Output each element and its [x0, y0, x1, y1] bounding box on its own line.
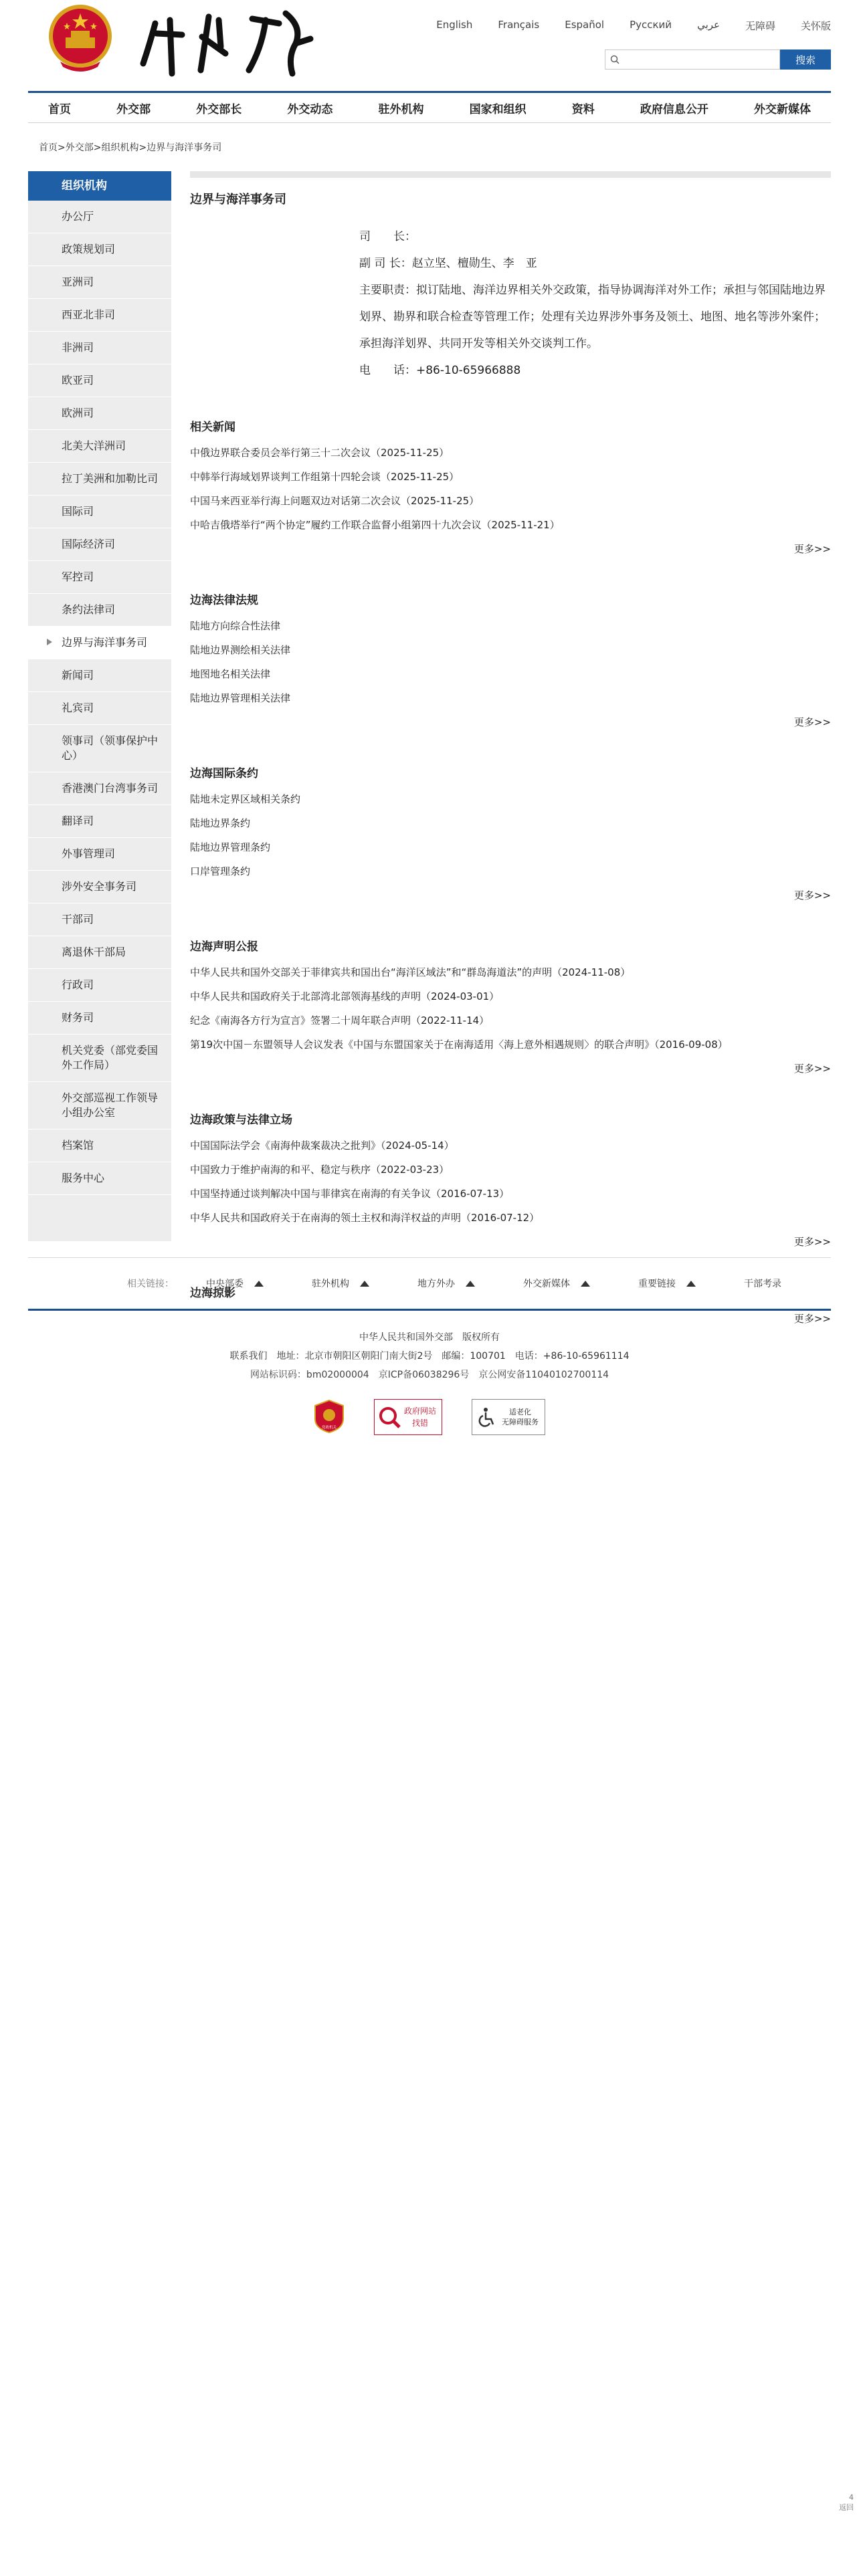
access-badge-line2: 无障碍服务	[502, 1418, 539, 1426]
content-section	[190, 591, 831, 734]
lang-english-link[interactable]: English	[436, 19, 473, 31]
related-link-label: 地方外办	[417, 1279, 455, 1289]
sidebar-item-label: 礼宾司	[62, 702, 94, 714]
sidebar-item-label: 领事司（领事保护中心）	[62, 734, 159, 762]
main-content	[190, 171, 831, 1331]
gov-site-report-badge[interactable]	[374, 1399, 442, 1435]
sidebar-item-label: 财务司	[62, 1011, 94, 1024]
sidebar-title: 组织机构	[28, 171, 171, 201]
copyright-text: 中华人民共和国外交部 版权所有	[359, 1332, 500, 1343]
accessibility-service-badge[interactable]	[472, 1399, 545, 1435]
main-nav	[28, 91, 831, 123]
related-link-label: 重要链接	[638, 1279, 676, 1289]
party-gov-badge[interactable]	[314, 1399, 345, 1434]
director-line: 司 长：	[359, 230, 416, 243]
triangle-up-icon	[466, 1281, 475, 1287]
related-link[interactable]	[312, 1277, 369, 1290]
page-header	[28, 0, 831, 91]
section-link[interactable]: 中俄边界联合委员会举行第三十二次会议（2025-11-25）	[190, 447, 450, 459]
sidebar-item[interactable]	[28, 1002, 171, 1035]
gov-badge-line1: 政府网站	[404, 1406, 437, 1416]
more-link[interactable]: 更多>>	[793, 1063, 831, 1075]
sidebar-item-label: 新闻司	[62, 669, 94, 681]
deputy-directors-line: 副 司 长：赵立坚、檀勋生、李 亚	[359, 257, 537, 270]
related-link[interactable]	[523, 1277, 590, 1290]
nav-home[interactable]: 首页	[48, 102, 71, 116]
section-link[interactable]: 口岸管理条约	[190, 865, 251, 877]
sidebar-item[interactable]	[28, 364, 171, 397]
sidebar-item-label: 军控司	[62, 570, 94, 583]
sidebar-item[interactable]	[28, 1082, 171, 1130]
section-list	[190, 787, 831, 883]
sidebar-item-label: 西亚北非司	[62, 308, 116, 321]
corner-note[interactable]: 4 返回	[839, 2493, 854, 2512]
triangle-up-icon	[686, 1281, 696, 1287]
sidebar-list	[28, 201, 171, 1195]
breadcrumb[interactable]: 首页>外交部>组织机构>边界与海洋事务司	[39, 142, 222, 153]
related-link[interactable]	[744, 1277, 781, 1290]
nav-minister[interactable]: 外交部长	[196, 102, 242, 116]
footer-badges	[28, 1399, 831, 1435]
sidebar-item-label: 欧洲司	[62, 407, 94, 419]
sidebar-item-label: 外事管理司	[62, 847, 116, 860]
active-arrow-icon	[47, 639, 52, 645]
office-title: 边界与海洋事务司	[190, 193, 286, 207]
sidebar-item[interactable]	[28, 627, 171, 659]
content-section	[190, 1110, 831, 1254]
related-link[interactable]	[417, 1277, 475, 1290]
sidebar-item[interactable]	[28, 528, 171, 561]
content-section	[190, 417, 831, 561]
sidebar-item[interactable]	[28, 772, 171, 805]
sidebar-item-label: 条约法律司	[62, 603, 116, 616]
more-link[interactable]: 更多>>	[793, 543, 831, 555]
section-list	[190, 441, 831, 537]
related-link[interactable]	[206, 1277, 264, 1290]
sidebar-item[interactable]	[28, 1130, 171, 1162]
section-list	[190, 960, 831, 1057]
sidebar-item[interactable]	[28, 332, 171, 364]
sidebar-item-label: 外交部巡视工作领导小组办公室	[62, 1091, 159, 1119]
nav-missions-abroad[interactable]: 驻外机构	[378, 102, 424, 116]
section-title: 边海国际条约	[190, 767, 258, 780]
sidebar-item[interactable]	[28, 1162, 171, 1195]
accessibility-link[interactable]: 无障碍	[745, 20, 775, 32]
section-link[interactable]: 中韩举行海域划界谈判工作组第十四轮会谈（2025-11-25）	[190, 471, 460, 483]
content-section	[190, 764, 831, 907]
ministry-logo-calligraphy	[135, 7, 316, 80]
section-title: 边海法律法规	[190, 594, 258, 607]
section-link[interactable]: 中华人民共和国外交部关于菲律宾共和国出台“海洋区域法”和“群岛海道法”的声明（2024-11-08）	[190, 966, 631, 978]
section-link[interactable]: 陆地边界条约	[190, 817, 251, 829]
search-input[interactable]	[605, 49, 780, 70]
related-links-label: 相关链接：	[127, 1279, 174, 1289]
sidebar-item-label: 办公厅	[62, 210, 94, 223]
top-divider	[190, 171, 831, 178]
lang-spanish-link[interactable]: Español	[565, 19, 605, 31]
icp-text[interactable]: 京ICP备06038296号 京公网安备11040102700114	[378, 1370, 609, 1380]
triangle-up-icon	[581, 1281, 590, 1287]
sidebar-item-label: 档案馆	[62, 1139, 94, 1152]
section-link[interactable]: 陆地边界管理条约	[190, 841, 271, 853]
sidebar	[28, 171, 171, 1241]
sidebar-item-label: 机关党委（部党委国外工作局）	[62, 1044, 159, 1071]
more-link[interactable]: 更多>>	[793, 1313, 831, 1325]
nav-new-media[interactable]: 外交新媒体	[754, 102, 811, 116]
sidebar-item-label: 拉丁美洲和加勒比司	[62, 472, 159, 485]
sidebar-item-label: 涉外安全事务司	[62, 880, 137, 893]
site-id-text: 网站标识码：bm02000004	[250, 1370, 369, 1380]
section-link[interactable]: 陆地未定界区域相关条约	[190, 793, 301, 805]
access-badge-line1: 适老化	[509, 1408, 531, 1416]
nav-ministry[interactable]: 外交部	[116, 102, 151, 116]
sidebar-item-label: 亚洲司	[62, 276, 94, 288]
sidebar-item-label: 服务中心	[62, 1172, 105, 1184]
lang-arabic-link[interactable]: عربي	[697, 19, 720, 31]
more-link[interactable]: 更多>>	[793, 1236, 831, 1248]
section-link[interactable]: 中国致力于维护南海的和平、稳定与秩序（2022-03-23）	[190, 1164, 450, 1176]
related-link-label: 外交新媒体	[523, 1279, 570, 1289]
lang-russian-link[interactable]: Русский	[630, 19, 672, 31]
sidebar-item-label: 政策规划司	[62, 243, 116, 255]
nav-diplomatic-news[interactable]: 外交动态	[287, 102, 333, 116]
section-list	[190, 1134, 831, 1230]
nav-resources[interactable]: 资料	[571, 102, 595, 116]
content-section	[190, 937, 831, 1081]
sidebar-item[interactable]	[28, 299, 171, 332]
sidebar-item[interactable]	[28, 594, 171, 627]
elderly-mode-link[interactable]: 关怀版	[800, 20, 831, 32]
section-title: 相关新闻	[190, 421, 235, 434]
section-list	[190, 614, 831, 710]
sidebar-item[interactable]	[28, 936, 171, 969]
sidebar-item[interactable]	[28, 463, 171, 496]
search-icon	[610, 55, 619, 64]
related-link-label: 中央部委	[206, 1279, 244, 1289]
section-link[interactable]: 陆地方向综合性法律	[190, 620, 281, 632]
sidebar-item-label: 非洲司	[62, 341, 94, 354]
wheelchair-icon	[476, 1406, 498, 1428]
gov-badge-line2: 找错	[412, 1418, 429, 1428]
sidebar-item[interactable]	[28, 969, 171, 1002]
sidebar-item[interactable]	[28, 233, 171, 266]
sidebar-item-label: 国际司	[62, 505, 94, 518]
section-title: 边海掠影	[190, 1287, 235, 1300]
section-link[interactable]: 陆地边界测绘相关法律	[190, 644, 291, 656]
sidebar-item-label: 边界与海洋事务司	[62, 636, 148, 649]
sidebar-item[interactable]	[28, 871, 171, 903]
sidebar-item-label: 北美大洋洲司	[62, 439, 126, 452]
sidebar-item[interactable]	[28, 496, 171, 528]
section-link[interactable]: 中华人民共和国政府关于在南海的领土主权和海洋权益的声明（2016-07-12）	[190, 1212, 540, 1224]
lang-french-link[interactable]: Français	[498, 19, 540, 31]
sidebar-item-label: 翻译司	[62, 815, 94, 827]
search-box	[605, 49, 831, 70]
sidebar-item[interactable]	[28, 397, 171, 430]
related-links-list	[206, 1277, 830, 1290]
section-link[interactable]: 陆地边界管理相关法律	[190, 692, 291, 704]
nav-countries-orgs[interactable]: 国家和组织	[469, 102, 527, 116]
section-link[interactable]: 中国国际法学会《南海仲裁案裁决之批判》（2024-05-14）	[190, 1140, 454, 1152]
sidebar-item[interactable]	[28, 561, 171, 594]
content-sections	[190, 417, 831, 1331]
section-title: 边海声明公报	[190, 940, 258, 954]
sidebar-item-label: 干部司	[62, 913, 94, 926]
sidebar-item[interactable]	[28, 430, 171, 463]
sidebar-item-label: 离退休干部局	[62, 946, 126, 958]
sidebar-item-label: 欧亚司	[62, 374, 94, 387]
language-bar	[411, 19, 831, 33]
section-link[interactable]: 纪念《南海各方行为宣言》签署二十周年联合声明（2022-11-14）	[190, 1014, 490, 1027]
site-registration	[28, 1366, 831, 1384]
sidebar-item[interactable]	[28, 838, 171, 871]
related-link-label: 驻外机构	[312, 1279, 349, 1289]
sidebar-item-label: 国际经济司	[62, 538, 116, 550]
party-emblem-icon	[314, 1399, 345, 1434]
section-link[interactable]: 中国马来西亚举行海上问题双边对话第二次会议（2025-11-25）	[190, 495, 480, 507]
related-link-label: 干部考录	[744, 1279, 781, 1289]
party-badge-label: 党政机关	[321, 1426, 337, 1430]
sidebar-item[interactable]	[28, 266, 171, 299]
nav-gov-info[interactable]: 政府信息公开	[640, 102, 708, 116]
triangle-up-icon	[254, 1281, 264, 1287]
section-link[interactable]: 第19次中国－东盟领导人会议发表《中国与东盟国家关于在南海适用〈海上意外相遇规则〉的联合声明》（2016-09-08）	[190, 1039, 728, 1051]
sidebar-item[interactable]	[28, 805, 171, 838]
office-info	[359, 223, 831, 384]
search-button[interactable]: 搜索	[780, 49, 831, 70]
national-emblem-icon	[47, 4, 114, 74]
sidebar-item[interactable]	[28, 903, 171, 936]
contact-text[interactable]: 联系我们 地址：北京市朝阳区朝阳门南大街2号 邮编：100701 电话：+86-10-65961114	[229, 1351, 630, 1362]
section-link[interactable]: 中国坚持通过谈判解决中国与菲律宾在南海的有关争议（2016-07-13）	[190, 1188, 510, 1200]
section-link[interactable]: 中哈吉俄塔举行“两个协定”履约工作联合监督小组第四十九次会议（2025-11-21）	[190, 519, 560, 531]
sidebar-item[interactable]	[28, 1035, 171, 1082]
sidebar-item-label: 香港澳门台湾事务司	[62, 782, 159, 794]
sidebar-item[interactable]	[28, 201, 171, 233]
more-link[interactable]: 更多>>	[793, 889, 831, 901]
more-link[interactable]: 更多>>	[793, 716, 831, 728]
sidebar-item[interactable]	[28, 659, 171, 692]
sidebar-item[interactable]	[28, 692, 171, 725]
duties-text: 主要职责：拟订陆地、海洋边界相关外交政策，指导协调海洋对外工作；承担与邻国陆地边界划界、勘界和联合检查等管理工作；处理有关边界涉外事务及领土、地图、地名等涉外案件；承担海洋划界、共同开发等相关外交谈判工作。	[359, 284, 826, 350]
related-links-bar	[28, 1257, 831, 1311]
triangle-up-icon	[360, 1281, 369, 1287]
sidebar-item[interactable]	[28, 725, 171, 772]
section-title: 边海政策与法律立场	[190, 1113, 292, 1127]
sidebar-item-label: 行政司	[62, 978, 94, 991]
related-link[interactable]	[638, 1277, 696, 1290]
page-footer	[28, 1328, 831, 1435]
section-link[interactable]: 中华人民共和国政府关于北部湾北部领海基线的声明（2024-03-01）	[190, 990, 500, 1002]
report-error-icon	[377, 1405, 401, 1429]
phone-line: 电 话：+86-10-65966888	[359, 364, 521, 377]
section-link[interactable]: 地图地名相关法律	[190, 668, 271, 680]
